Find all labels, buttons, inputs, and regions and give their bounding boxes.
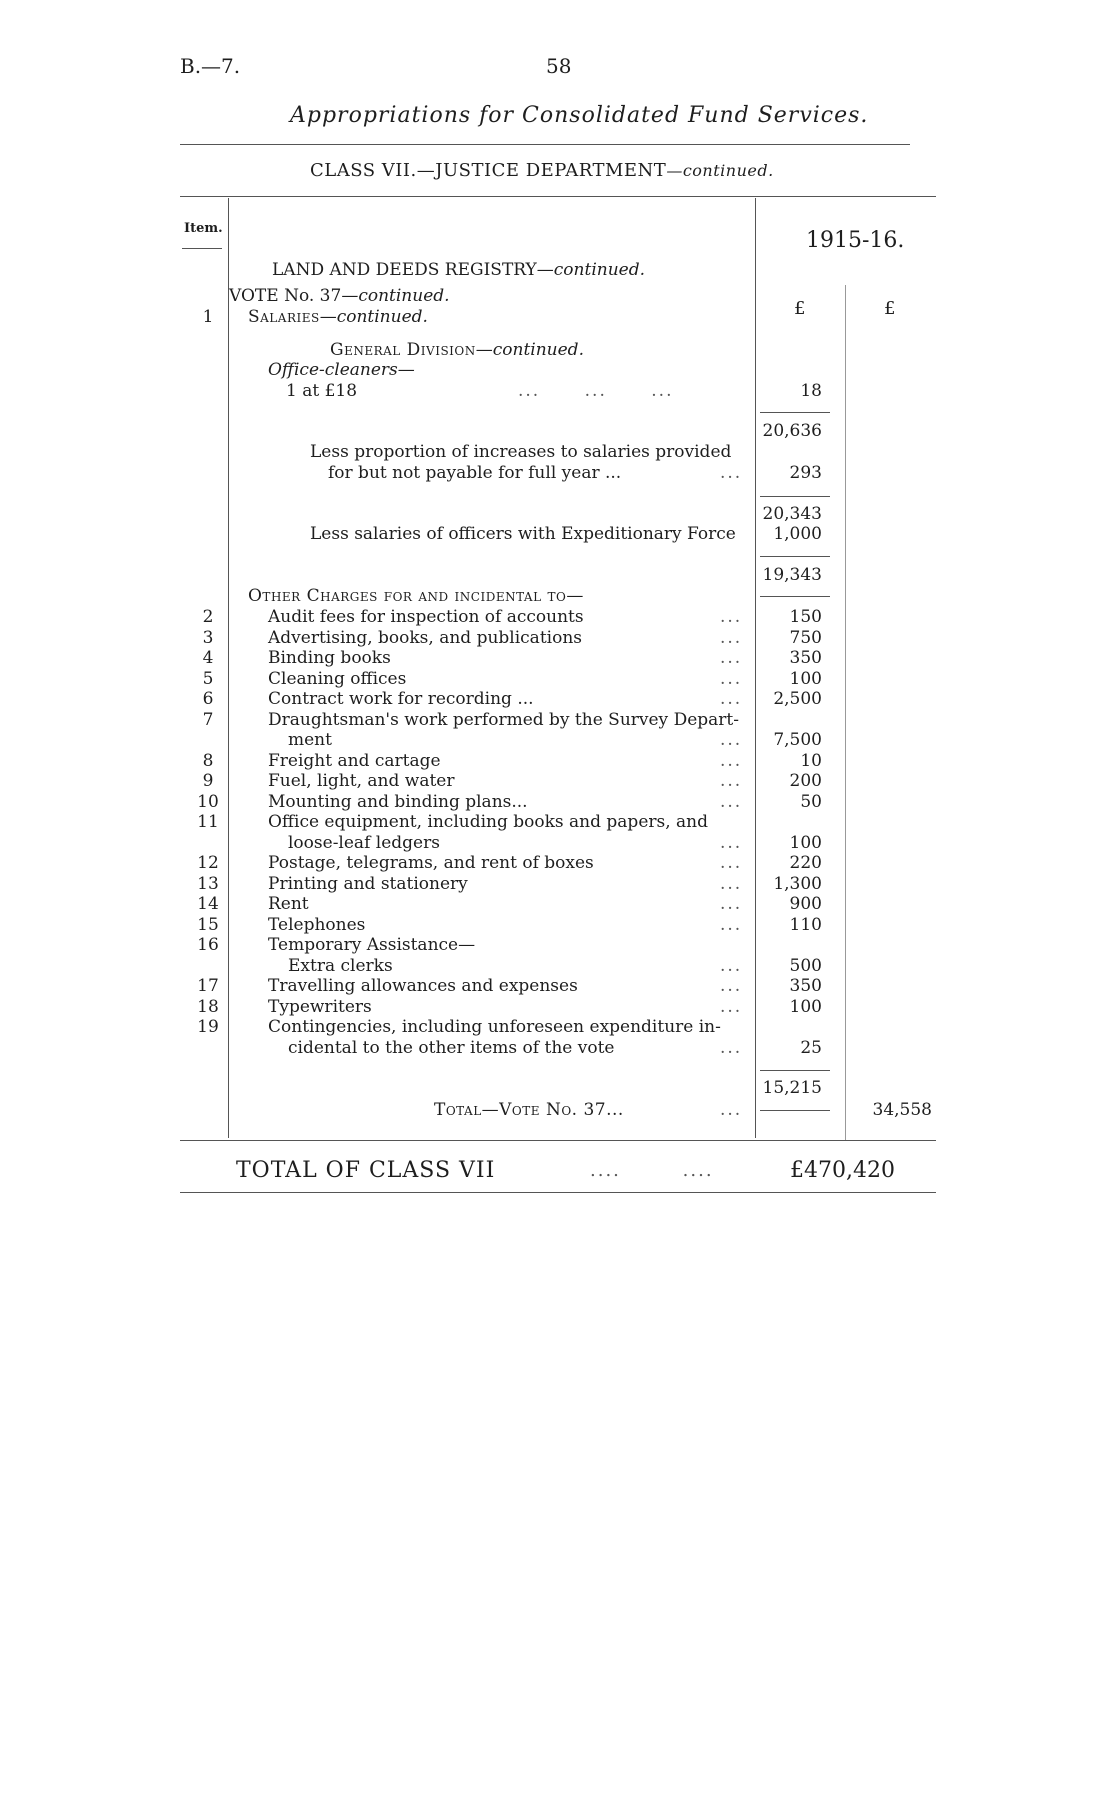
item-number: 18 [197, 996, 219, 1017]
general-division [330, 340, 584, 360]
section-title [272, 260, 645, 280]
item-number: 17 [197, 976, 219, 996]
item-number: 12 [197, 853, 219, 873]
sum-rule [760, 1110, 830, 1111]
vote-label-continued: —continued. [341, 286, 450, 306]
salaries-label-text: Salaries [248, 307, 320, 327]
subtotal: 20,343 [762, 504, 822, 524]
item-label-continued: Extra clerks [288, 955, 393, 976]
leader-dots: ... [720, 976, 743, 996]
currency-symbol: £ [884, 298, 896, 319]
leader-dots: ... [720, 996, 743, 1017]
amount: 900 [789, 894, 822, 914]
amount: 7,500 [773, 730, 822, 750]
class-total-label: TOTAL OF CLASS VII [236, 1158, 496, 1183]
amount: 50 [800, 791, 822, 812]
item-number: 9 [202, 771, 214, 791]
item-number: 14 [197, 894, 219, 914]
page-number: 58 [546, 54, 572, 78]
class-total-amount: £470,420 [790, 1158, 895, 1183]
item-number: 1 [202, 307, 214, 327]
office-cleaners: Office-cleaners— [268, 360, 415, 380]
amount: 200 [789, 771, 822, 791]
class-heading [310, 160, 774, 181]
vote-label-text: VOTE No. 37 [229, 286, 342, 306]
amount: 500 [789, 955, 822, 976]
class-heading-continued: —continued. [666, 161, 774, 180]
item-number: 3 [202, 627, 214, 648]
item-label: Postage, telegrams, and rent of boxes [268, 853, 594, 873]
leader-dots: ... [720, 730, 743, 750]
class-total-rule [180, 1192, 936, 1193]
leader-dots: ... [720, 771, 743, 791]
amount: 750 [789, 627, 822, 648]
amount: 350 [789, 648, 822, 668]
vote-label [229, 286, 450, 306]
amount: 220 [789, 853, 822, 873]
item-label: Temporary Assistance— [268, 935, 476, 955]
sum-rule [760, 496, 830, 497]
item-label: Audit fees for inspection of accounts [268, 607, 584, 627]
amount: 100 [789, 832, 822, 853]
sum-rule [760, 1070, 830, 1071]
vote-total-amount: 34,558 [872, 1100, 932, 1120]
leader-dots: ... [720, 1100, 743, 1120]
amount: 150 [789, 607, 822, 627]
leader-dots: ... [720, 832, 743, 853]
item-label-continued: loose-leaf ledgers [288, 832, 440, 853]
item-number: 19 [197, 1017, 219, 1037]
item-label: Advertising, books, and publications [268, 627, 582, 648]
item-number: 15 [197, 914, 219, 935]
leader-dots: ... [720, 853, 743, 873]
item-label: Typewriters [268, 996, 372, 1017]
item-header-rule [182, 248, 222, 249]
item-number: 10 [197, 791, 219, 812]
cleaners-line: 1 at £18 [286, 381, 358, 401]
item-number: 11 [197, 812, 219, 832]
other-charges-total: 15,215 [762, 1078, 822, 1098]
vote-total-label [434, 1100, 624, 1120]
item-number: 2 [202, 607, 214, 627]
leader-dots: ... [720, 648, 743, 668]
item-label: Travelling allowances and expenses [268, 976, 578, 996]
item-number: 6 [202, 689, 214, 709]
leader-dots: ... [720, 873, 743, 894]
amount: 350 [789, 976, 822, 996]
item-label: Rent [268, 894, 309, 914]
item-label: Freight and cartage [268, 750, 441, 771]
item-number: 8 [202, 750, 214, 771]
amount: 25 [800, 1037, 822, 1058]
item-label: Fuel, light, and water [268, 771, 455, 791]
item-label: Printing and stationery [268, 873, 468, 894]
leader-dots: ... [720, 463, 743, 483]
amount: 1,000 [773, 524, 822, 544]
item-label: Binding books [268, 648, 391, 668]
leader-dots: ... [720, 668, 743, 689]
leader-dots: ... [720, 791, 743, 812]
leader-dots: ... [720, 607, 743, 627]
sum-rule [760, 412, 830, 413]
less-proportion-line1: Less proportion of increases to salaries provided [310, 442, 732, 462]
item-header: Item. [184, 221, 223, 236]
class-heading-main: CLASS VII.—JUSTICE DEPARTMENT [310, 160, 667, 181]
less-expeditionary: Less salaries of officers with Expeditionary Force [310, 524, 736, 544]
item-number: 5 [202, 668, 214, 689]
item-label: Mounting and binding plans... [268, 791, 528, 812]
amount: 100 [789, 996, 822, 1017]
amount: 1,300 [773, 873, 822, 894]
leader-dots: ... [720, 689, 743, 709]
other-charges-heading: Other Charges for and incidental to— [248, 586, 584, 606]
item-label-continued: ment [288, 730, 332, 750]
subtotal: 19,343 [762, 565, 822, 585]
salaries-label-continued: —continued. [319, 307, 428, 327]
item-label: Draughtsman's work performed by the Survey Depart- [268, 709, 739, 730]
amount: 100 [789, 668, 822, 689]
page-title: Appropriations for Consolidated Fund Services. [290, 103, 869, 128]
item-number: 13 [197, 873, 219, 894]
item-label: Office equipment, including books and papers, and [268, 812, 708, 832]
currency-symbol: £ [794, 298, 806, 319]
title-rule [180, 144, 910, 145]
general-division-text: General Division [330, 340, 476, 360]
section-title-continued: —continued. [536, 260, 645, 280]
leader-dots: ... [720, 1037, 743, 1058]
leader-dots: ... ... ... [518, 381, 674, 401]
salaries-label [248, 307, 428, 327]
leader-dots: ... [720, 750, 743, 771]
amount: 10 [800, 750, 822, 771]
section-title-text: LAND AND DEEDS REGISTRY [272, 260, 537, 280]
item-label: Telephones [268, 914, 366, 935]
amount: 18 [800, 381, 822, 401]
amount-column-divider [845, 285, 846, 1140]
vote-total-label-text: Total—Vote No. 37... [434, 1100, 624, 1120]
amount: 110 [789, 914, 822, 935]
page-ref: B.—7. [180, 54, 241, 78]
amount: 2,500 [773, 689, 822, 709]
sum-rule [760, 596, 830, 597]
item-number: 7 [202, 709, 214, 730]
item-number: 4 [202, 648, 214, 668]
year-header: 1915-16. [806, 228, 905, 253]
amount: 293 [789, 463, 822, 483]
table-top-rule [180, 196, 936, 197]
leader-dots: ... [720, 894, 743, 914]
item-label: Contract work for recording ... [268, 689, 534, 709]
table-bottom-rule [180, 1140, 936, 1141]
leader-dots: ... [720, 914, 743, 935]
subtotal: 20,636 [762, 421, 822, 441]
leader-dots: ... [720, 627, 743, 648]
item-label-continued: cidental to the other items of the vote [288, 1037, 615, 1058]
leader-dots: .... .... [590, 1160, 714, 1181]
less-proportion-line2: for but not payable for full year ... [328, 463, 622, 483]
leader-dots: ... [720, 955, 743, 976]
item-number: 16 [197, 935, 219, 955]
item-label: Contingencies, including unforeseen expenditure in- [268, 1017, 721, 1037]
item-label: Cleaning offices [268, 668, 407, 689]
item-column-divider [228, 198, 229, 1138]
general-division-continued: —continued. [475, 340, 584, 360]
sum-rule [760, 556, 830, 557]
